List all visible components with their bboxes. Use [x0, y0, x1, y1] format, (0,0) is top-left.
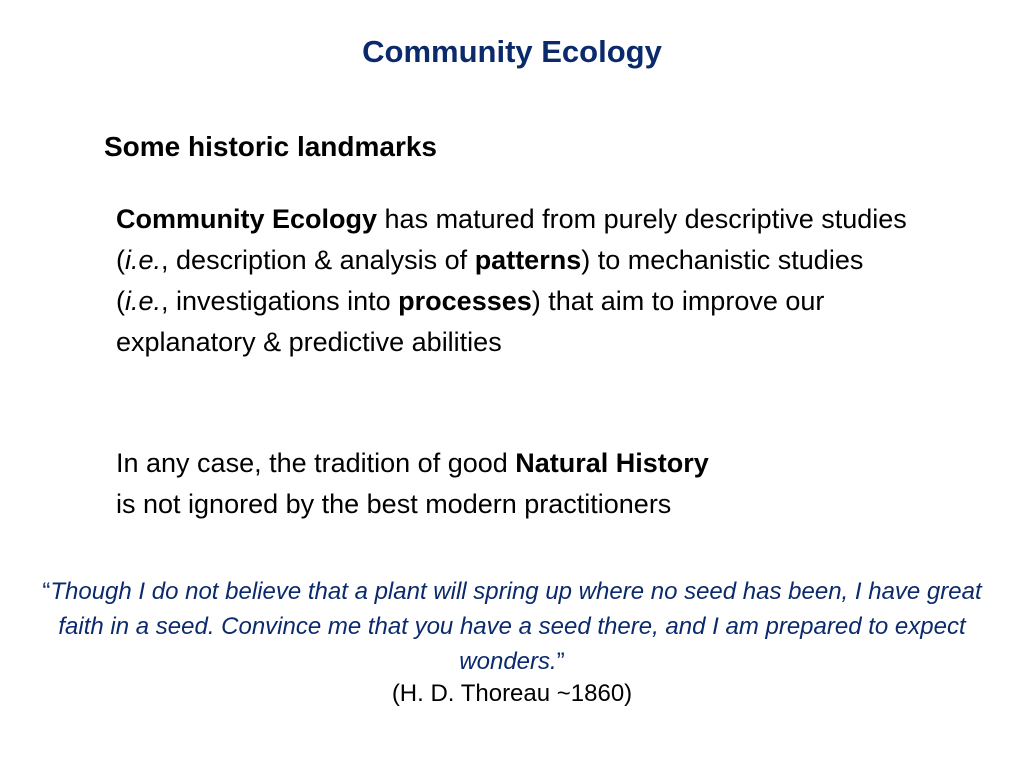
term-community-ecology: Community Ecology: [116, 204, 378, 234]
quote-text: Though I do not believe that a plant will spring up where no seed has been, I have great faith in a seed. Convince me that you have a seed there, and I am prepared to expect wonders.: [50, 578, 982, 675]
paragraph-text: ) that aim to improve our explanatory & predictive abilities: [116, 286, 825, 357]
term-processes: processes: [398, 286, 532, 316]
quote-open-mark: “: [42, 578, 51, 605]
ie-abbrev: i.e.: [125, 286, 162, 316]
paragraph-text: is not ignored by the best modern practitioners: [116, 489, 672, 519]
paragraph-text: In any case, the tradition of good: [116, 448, 516, 478]
quote-attribution: (H. D. Thoreau ~1860): [391, 680, 633, 707]
paragraph-text: , description & analysis of: [161, 245, 475, 275]
paragraph-natural-history: [116, 443, 916, 525]
paragraph-text: , investigations into: [161, 286, 399, 316]
term-patterns: patterns: [474, 245, 582, 275]
term-natural-history: Natural History: [515, 448, 709, 478]
slide-subtitle: Some historic landmarks: [104, 131, 438, 162]
paragraph-community-ecology: [116, 199, 916, 363]
ie-abbrev: i.e.: [125, 245, 162, 275]
quote-close-mark: ”: [556, 648, 565, 675]
paragraph-text: has matured from purely descriptive studies (: [116, 204, 907, 275]
thoreau-quote: [40, 574, 984, 679]
paragraph-text: ) to mechanistic studies (: [116, 245, 864, 316]
slide-title: Community Ecology: [362, 34, 662, 69]
